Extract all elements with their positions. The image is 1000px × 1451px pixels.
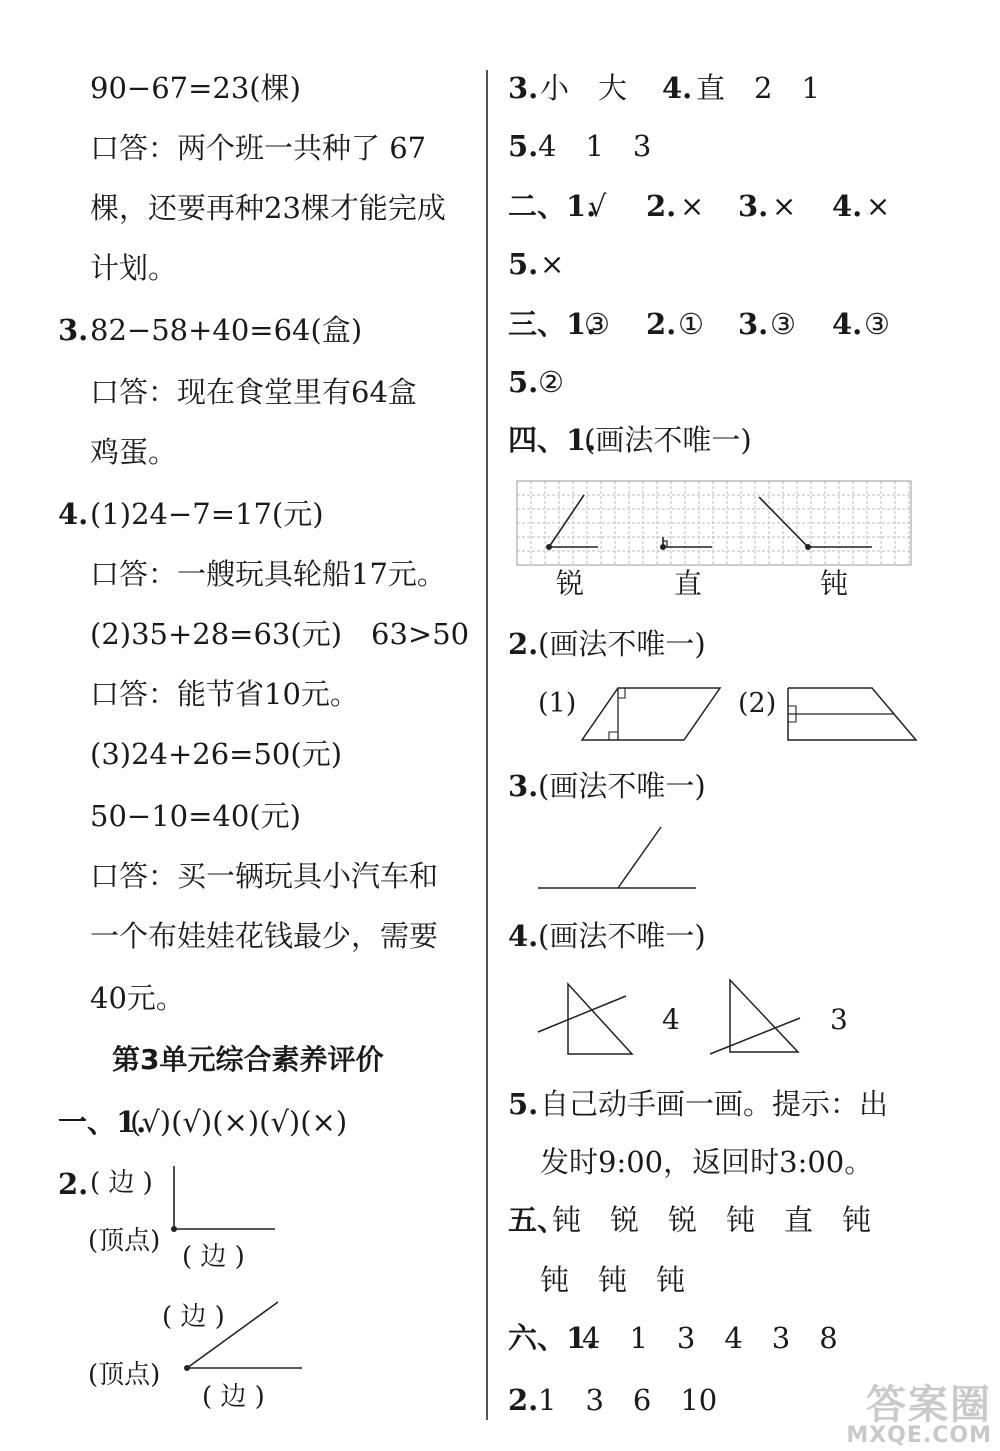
answer-line: × [540, 247, 565, 281]
answer-line: (1)24−7=17(元) [90, 497, 324, 531]
answer-line: 自己动手画一画。提示：出 [540, 1087, 889, 1121]
answer-line: (画法不唯一) [538, 769, 706, 803]
triangle-cut-figure [706, 976, 806, 1060]
answer-line: ② [538, 365, 564, 399]
answer-line: 口答：现在食堂里有64盒 [90, 375, 417, 409]
answer-line: 棵，还要再种23棵才能完成 [90, 191, 446, 225]
answer-line: 发时9:00，返回时3:00。 [540, 1145, 874, 1179]
answer-line: ③ [770, 307, 825, 341]
answer-line: 直 2 1 [696, 71, 820, 105]
question-number: 4. [508, 919, 539, 953]
trapezoid-figure [786, 684, 921, 744]
section-number: 三、1. [508, 307, 597, 341]
answer-line: (√)(√)(×)(√)(×) [130, 1105, 348, 1139]
question-number: 2. [58, 1167, 89, 1201]
answer-line: 口答：一艘玩具轮船17元。 [90, 557, 446, 591]
question-number: 2. [646, 189, 677, 223]
answer-line: 小 大 [540, 71, 628, 105]
triangle-cut-figure [536, 980, 636, 1060]
answer-line: 计划。 [90, 251, 178, 285]
grid-label: 直 [674, 567, 703, 600]
answer-line: ① [678, 307, 733, 341]
answer-line: 40元。 [90, 981, 185, 1015]
question-number: 3. [58, 313, 89, 347]
parallelogram-figure [580, 684, 725, 744]
angle-edge-label: ( 边 ) [182, 1242, 245, 1272]
answer-line: 82−58+40=64(盒) [90, 313, 363, 347]
answer-line: 口答：能节省10元。 [90, 677, 359, 711]
section-number: 四、1. [508, 423, 597, 457]
answer-line: 4 1 3 4 3 8 [582, 1321, 838, 1355]
answer-line: (3)24+26=50(元) [90, 737, 343, 771]
answer-line: 钝 钝 钝 [540, 1263, 686, 1297]
answer-line: 90−67=23(棵) [90, 71, 301, 105]
question-number: 2. [646, 307, 677, 341]
answer-line: 4 1 3 [538, 129, 652, 163]
answer-line: × [772, 189, 826, 223]
question-number: 3. [508, 71, 539, 105]
angle-vertex-label: (顶点) [88, 1226, 161, 1256]
question-number: 3. [508, 769, 539, 803]
angle-edge-label: ( 边 ) [162, 1302, 225, 1332]
column-divider [486, 70, 488, 1420]
shape-label: (1) [538, 688, 577, 719]
answer-line: 一个布娃娃花钱最少，需要 [90, 919, 439, 953]
count-label: 4 [662, 1003, 680, 1036]
answer-line: 鸡蛋。 [90, 435, 178, 469]
answer-line: 钝 锐 锐 钝 直 钝 [552, 1203, 872, 1237]
answer-line: ③ [864, 307, 890, 341]
answer-line: 口答：两个班一共种了 67 [90, 131, 427, 165]
question-number: 3. [738, 189, 769, 223]
answer-line: (画法不唯一) [584, 423, 752, 457]
question-number: 5. [508, 129, 539, 163]
angle-vertex-label: (顶点) [88, 1360, 161, 1390]
grid-label: 锐 [556, 567, 585, 600]
question-number: 2. [508, 627, 539, 661]
angle-edge-label: ( 边 ) [202, 1382, 265, 1412]
answer-line: 口答：买一辆玩具小汽车和 [90, 859, 439, 893]
answer-line: (画法不唯一) [538, 627, 706, 661]
answer-line: 1 3 6 10 [538, 1383, 718, 1417]
section-number: 五、 [508, 1203, 567, 1237]
angle-edge-label: ( 边 ) [90, 1168, 153, 1198]
question-number: 4. [58, 497, 89, 531]
answer-line: (2)35+28=63(元) 63>50 [90, 617, 470, 651]
question-number: 2. [508, 1383, 539, 1417]
question-number: 5. [508, 247, 539, 281]
acute-angle-figure [178, 1296, 308, 1376]
count-label: 3 [830, 1003, 848, 1036]
answer-line: × [680, 189, 734, 223]
answer-line: 50−10=40(元) [90, 799, 301, 833]
answer-line: × [866, 189, 891, 223]
question-number: 4. [832, 189, 863, 223]
section-number: 一、1. [58, 1105, 147, 1139]
answer-line: (画法不唯一) [538, 919, 706, 953]
watermark-logo: 答案圈 MXQE.COM [846, 1382, 992, 1448]
angle-drawing-figure [536, 824, 701, 894]
grid-label: 钝 [820, 567, 849, 600]
answer-line: √ [588, 189, 636, 223]
unit-heading: 第3单元综合素养评价 [112, 1043, 384, 1076]
question-number: 5. [508, 365, 539, 399]
shape-label: (2) [738, 688, 777, 719]
question-number: 3. [738, 307, 769, 341]
question-number: 5. [508, 1087, 539, 1121]
question-number: 4. [832, 307, 863, 341]
angle-grid-figure [516, 480, 912, 570]
section-number: 六、1. [508, 1321, 597, 1355]
question-number: 4. [662, 71, 693, 105]
section-number: 二、1. [508, 189, 597, 223]
right-angle-figure [165, 1160, 285, 1240]
answer-line: ③ [584, 307, 639, 341]
